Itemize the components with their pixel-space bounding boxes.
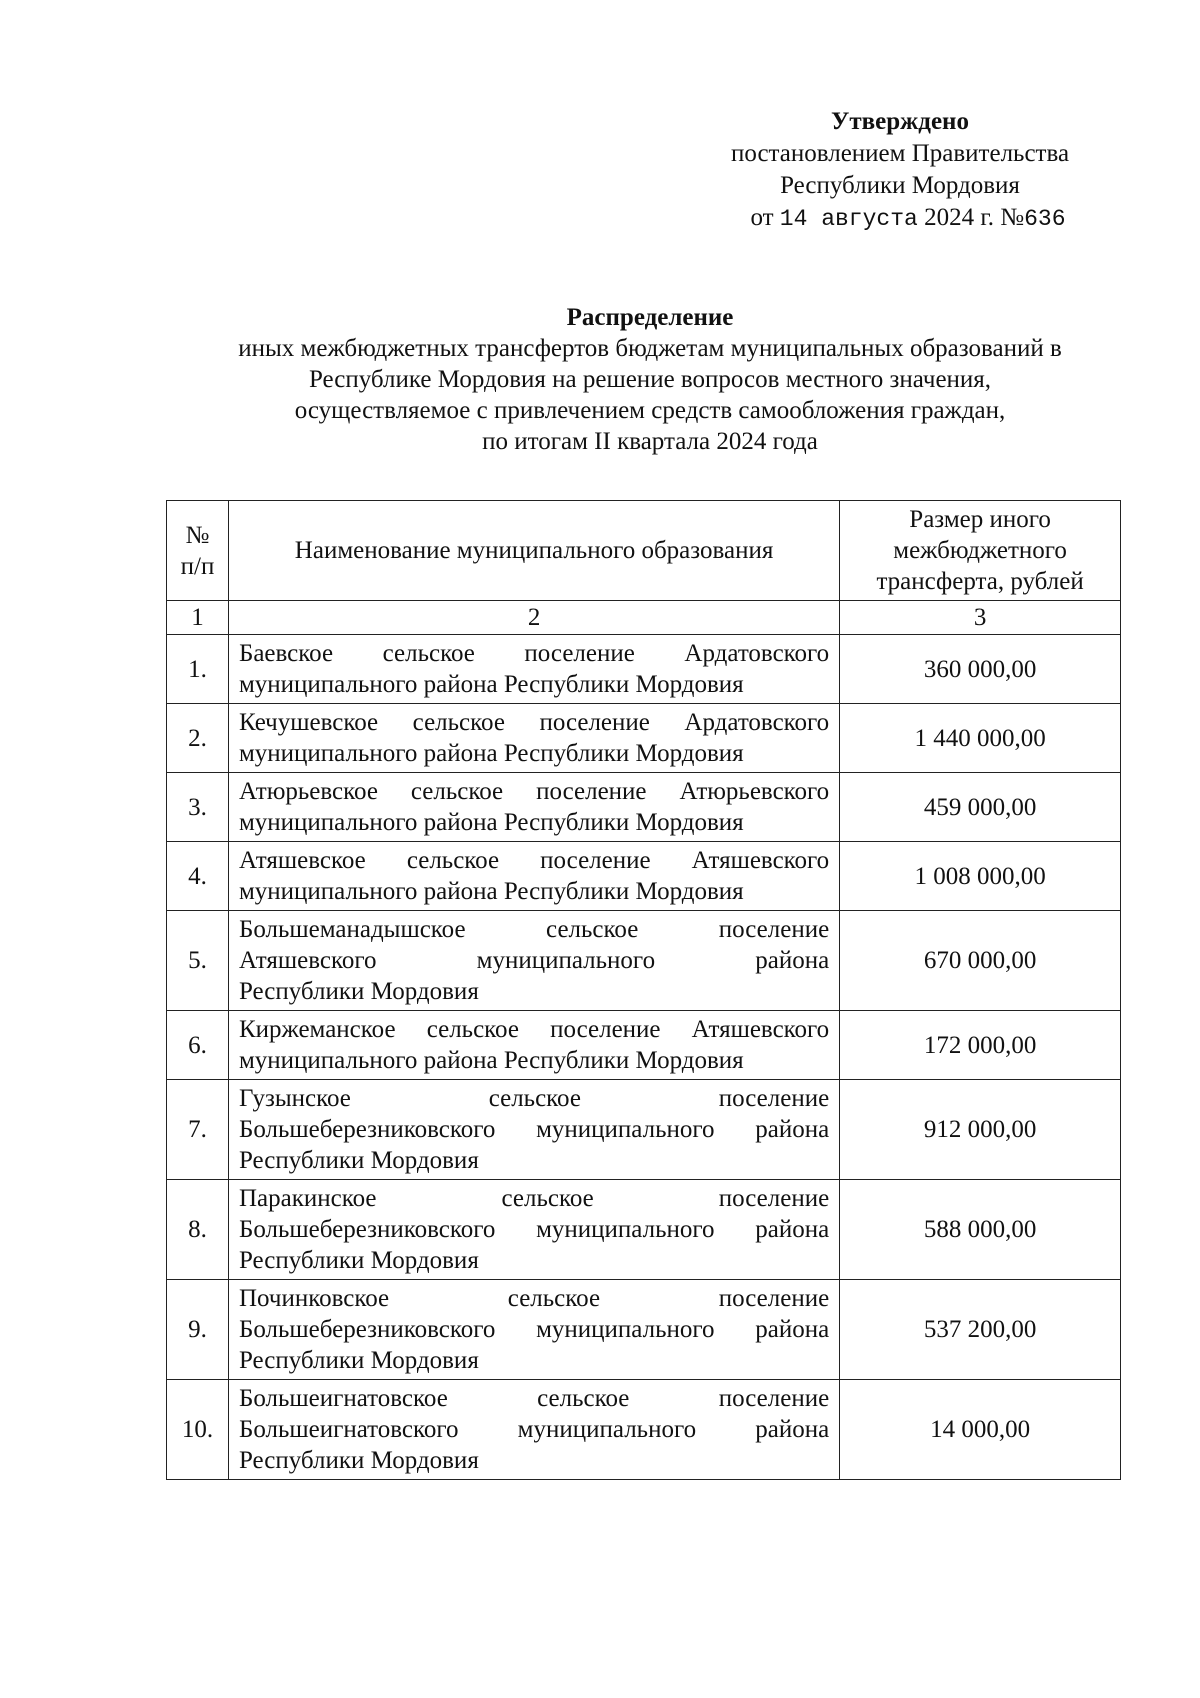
row-number: 5. <box>167 911 229 1011</box>
municipality-name <box>228 1080 839 1180</box>
row-number: 8. <box>167 1180 229 1280</box>
document-heading <box>120 302 1180 457</box>
row-number: 4. <box>167 842 229 911</box>
transfer-amount: 537 200,00 <box>840 1280 1121 1380</box>
municipality-name <box>228 1380 839 1480</box>
doc-number: 636 <box>1024 206 1066 232</box>
municipality-name <box>228 911 839 1011</box>
column-number: 2 <box>228 601 839 635</box>
transfer-amount: 670 000,00 <box>840 911 1121 1011</box>
municipality-name-line: Атяшевское сельское поселение Атяшевского <box>238 847 830 874</box>
municipality-name-line: Республики Мордовия <box>238 1247 479 1274</box>
municipality-name-line: муниципального района Республики Мордовия <box>238 878 744 905</box>
municipality-name-line: Большеманадышское сельское поселение <box>238 916 830 943</box>
approval-date-line <box>708 202 1108 235</box>
table-row <box>167 1011 1121 1080</box>
municipality-name-line: Большеберезниковского муниципального района <box>238 1216 830 1243</box>
table-row <box>167 1380 1121 1480</box>
row-number: 3. <box>167 773 229 842</box>
row-number: 7. <box>167 1080 229 1180</box>
date-prefix: от <box>750 204 774 231</box>
row-number: 9. <box>167 1280 229 1380</box>
municipality-name <box>228 1011 839 1080</box>
date-year: 2024 г. № <box>924 204 1025 231</box>
table-row <box>167 1180 1121 1280</box>
header-amount-line-1: Размер иного <box>909 506 1051 533</box>
transfer-amount: 912 000,00 <box>840 1080 1121 1180</box>
municipality-name <box>228 842 839 911</box>
municipality-name-line: Атюрьевское сельское поселение Атюрьевского <box>238 778 830 805</box>
municipality-name-line: муниципального района Республики Мордовия <box>238 1047 744 1074</box>
municipality-name-line: Республики Мордовия <box>238 978 479 1005</box>
municipality-name-line: муниципального района Республики Мордовия <box>238 740 744 767</box>
transfer-amount: 1 440 000,00 <box>840 704 1121 773</box>
municipality-name-line: Большеигнатовское сельское поселение <box>238 1385 830 1412</box>
municipality-name <box>228 1180 839 1280</box>
table-row <box>167 1280 1121 1380</box>
municipality-name-line: Республики Мордовия <box>238 1347 479 1374</box>
approval-line-1: постановлением Правительства <box>730 140 1070 167</box>
municipality-name-line: Паракинское сельское поселение <box>238 1185 830 1212</box>
municipality-name-line: Киржеманское сельское поселение Атяшевского <box>238 1016 830 1043</box>
transfer-amount: 14 000,00 <box>840 1380 1121 1480</box>
row-number: 1. <box>167 635 229 704</box>
municipality-name-line: Республики Мордовия <box>238 1147 479 1174</box>
document-title: Распределение <box>566 304 734 331</box>
header-amount-line-2: межбюджетного <box>893 537 1067 564</box>
transfer-amount: 459 000,00 <box>840 773 1121 842</box>
transfer-amount: 360 000,00 <box>840 635 1121 704</box>
header-amount-line-3: трансферта, рублей <box>876 568 1084 595</box>
table-row <box>167 704 1121 773</box>
row-number: 6. <box>167 1011 229 1080</box>
header-amount <box>840 501 1121 601</box>
approval-title: Утверждено <box>831 108 969 135</box>
approval-line-2: Республики Мордовия <box>780 172 1020 199</box>
transfer-amount: 1 008 000,00 <box>840 842 1121 911</box>
municipality-name-line: муниципального района Республики Мордовия <box>238 809 744 836</box>
municipality-name-line: Большеигнатовского муниципального района <box>238 1416 830 1443</box>
table-row <box>167 842 1121 911</box>
municipality-name-line: Большеберезниковского муниципального района <box>238 1116 830 1143</box>
column-number-row <box>167 601 1121 635</box>
municipality-name-line: Кечушевское сельское поселение Ардатовского <box>238 709 830 736</box>
column-number: 1 <box>167 601 229 635</box>
municipality-name-line: Баевское сельское поселение Ардатовского <box>238 640 830 667</box>
approval-stamp <box>700 106 1100 235</box>
heading-line-3: осуществляемое с привлечением средств самообложения граждан, <box>294 397 1006 424</box>
row-number: 2. <box>167 704 229 773</box>
municipality-name-line: Атяшевского муниципального района <box>238 947 830 974</box>
municipality-name <box>228 773 839 842</box>
municipality-name-line: муниципального района Республики Мордовия <box>238 671 744 698</box>
table-row <box>167 911 1121 1011</box>
table-row <box>167 635 1121 704</box>
municipality-name-line: Гузынское сельское поселение <box>238 1085 830 1112</box>
heading-line-1: иных межбюджетных трансфертов бюджетам муниципальных образований в <box>238 335 1062 362</box>
header-num <box>167 501 229 601</box>
row-number: 10. <box>167 1380 229 1480</box>
municipality-name <box>228 635 839 704</box>
header-num-line-2: п/п <box>180 552 215 580</box>
municipality-name <box>228 704 839 773</box>
transfer-amount: 172 000,00 <box>840 1011 1121 1080</box>
table-row <box>167 1080 1121 1180</box>
header-num-line-1: № <box>185 521 210 549</box>
table-row <box>167 773 1121 842</box>
municipality-name <box>228 1280 839 1380</box>
municipality-name-line: Большеберезниковского муниципального района <box>238 1316 830 1343</box>
municipality-name-line: Починковское сельское поселение <box>238 1285 830 1312</box>
heading-line-2: Республике Мордовия на решение вопросов местного значения, <box>308 366 992 393</box>
table-header-row <box>167 501 1121 601</box>
header-name: Наименование муниципального образования <box>228 501 839 601</box>
transfer-amount: 588 000,00 <box>840 1180 1121 1280</box>
heading-line-4: по итогам II квартала 2024 года <box>482 428 818 455</box>
column-number: 3 <box>840 601 1121 635</box>
distribution-table <box>166 500 1121 1480</box>
date-handwritten: 14 августа <box>779 206 918 232</box>
municipality-name-line: Республики Мордовия <box>238 1447 479 1474</box>
